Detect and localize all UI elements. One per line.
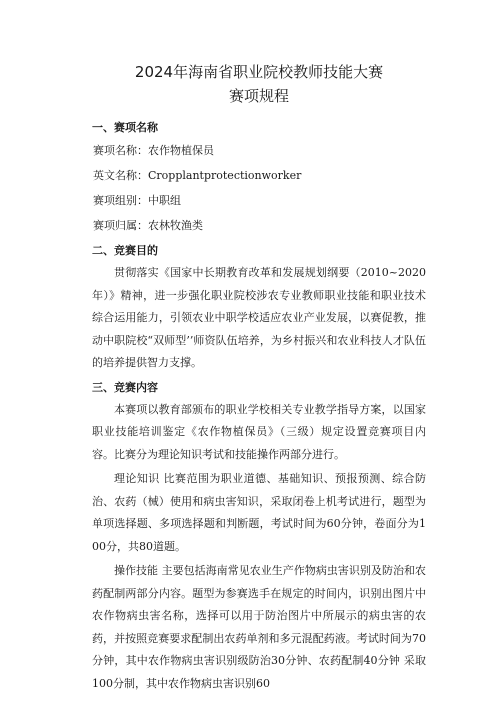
section-heading-content: 三、竞赛内容 (92, 380, 158, 394)
paragraph-content-overview: 本赛项以教育部颁布的职业学校相关专业教学指导方案，以国家职业技能培训鉴定《农作物植保员》（三级）规定设置竞赛项目内容。比赛分为理论知识考试和技能操作两部分进行。 (92, 402, 426, 461)
field-event-group: 赛项组别：中职组 (93, 194, 181, 207)
paragraph-theory-knowledge: 理论知识 比赛范围为职业道德、基础知识、预报预测、综合防治、农药（械）使用和病虫害知识，采取闭卷上机考试进行，题型为单项选择题、多项选择题和判断题，考试时间为60分钟，卷面分为100分，共80道题。 (92, 472, 426, 553)
paragraph-operation-skills: 操作技能 主要包括海南常见农业生产作物病虫害识别及防治和农药配制两部分内容。题型为参赛选手在规定的时间内，识别出图片中农作物病虫害名称，选择可以用于防治图片中所展示的病虫害的农药，并按照竞赛要求配制出农药单剂和多元混配药液。考试时间为70分钟，其中农作物病虫害识别级防治30分钟、农药配制40分钟 采取100分制，其中农作物病虫害识别60 (92, 564, 426, 690)
field-event-name: 赛项名称：农作物植保员 (93, 144, 214, 157)
section-heading-event-name: 一、赛项名称 (92, 121, 158, 134)
paragraph-purpose: 贯彻落实《国家中长期教育改革和发展规划纲要（2010~2020年）》精神，进一步强化职业院校涉农专业教师职业技能和职业技术综合运用能力，引领农业中职学校适应农业产业发展，以赛促教，推动中职院校“双师型’’师资队伍培养，为乡村振兴和农业科技人才队伍的培养提供智力支撑。 (92, 266, 426, 369)
field-english-name: 英文名称：Cropplantprotectionworker (93, 169, 302, 182)
section-heading-purpose: 二、竞赛目的 (92, 244, 158, 257)
document-subtitle: 赛项规程 (228, 87, 289, 105)
field-event-category: 赛项归属：农林牧渔类 (93, 219, 203, 232)
document-title: 2024年海南省职业院校教师技能大赛 (134, 63, 384, 81)
